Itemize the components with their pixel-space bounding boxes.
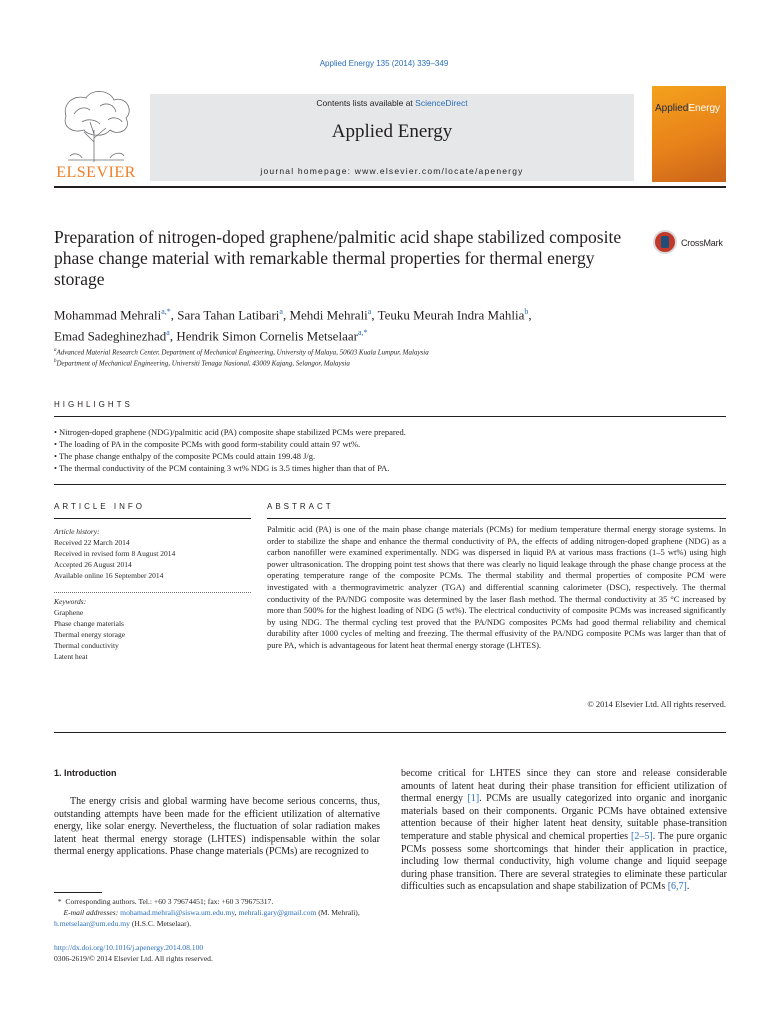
- crossmark-icon: [653, 230, 677, 254]
- elsevier-logo[interactable]: [54, 86, 138, 182]
- history-heading: Article history:: [54, 527, 100, 536]
- highlight-item: • The phase change enthalpy of the composite PCMs could attain 199.48 J/g.: [54, 450, 726, 462]
- keyword-item: Thermal energy storage: [54, 630, 126, 639]
- author-name[interactable]: Mohammad Mehrali: [54, 307, 162, 323]
- journal-homepage-link[interactable]: journal homepage: www.elsevier.com/locate/apenergy: [260, 166, 524, 176]
- issn-line: 0306-2619/© 2014 Elsevier Ltd. All rights reserved.: [54, 954, 213, 963]
- intro-text: .: [686, 881, 690, 893]
- email-link[interactable]: h.metselaar@um.edu.my: [54, 919, 130, 928]
- cover-title: [655, 103, 720, 114]
- history-item: Available online 16 September 2014: [54, 571, 164, 580]
- keyword-item: Phase change materials: [54, 619, 124, 628]
- affiliation-marker[interactable]: a,*: [357, 328, 368, 338]
- author-name[interactable]: Hendrik Simon Cornelis Metselaar: [176, 328, 358, 344]
- intro-paragraph-right: [401, 768, 727, 894]
- highlights-list: [54, 426, 726, 474]
- affiliations: [54, 346, 734, 369]
- email-link[interactable]: mehrali.gary@gmail.com: [238, 908, 317, 917]
- divider: [54, 592, 251, 593]
- affiliation-item: [54, 357, 734, 368]
- article-info-heading: ARTICLE INFO: [54, 502, 145, 511]
- journal-header: [150, 94, 634, 181]
- email-label: E-mail addresses:: [63, 908, 121, 917]
- doi-block: [54, 942, 384, 964]
- citation-link[interactable]: [1]: [467, 793, 480, 805]
- article-history: [54, 526, 254, 581]
- footnote: [54, 896, 380, 929]
- author-separator: ,: [371, 307, 378, 323]
- copyright-notice: © 2014 Elsevier Ltd. All rights reserved.: [587, 699, 726, 709]
- keyword-item: Graphene: [54, 608, 84, 617]
- author-name[interactable]: Mehdi Mehrali: [289, 307, 368, 323]
- author-separator: ,: [282, 307, 290, 323]
- cover-title-a: Applied: [655, 103, 689, 114]
- divider: [54, 484, 726, 485]
- affiliation-marker[interactable]: a: [367, 307, 372, 316]
- highlights-heading: HIGHLIGHTS: [54, 400, 133, 409]
- author-list: [54, 303, 734, 346]
- keywords: [54, 596, 254, 662]
- email-owner: (H.S.C. Metselaar).: [129, 919, 192, 928]
- intro-paragraph-left: The energy crisis and global warming have become serious concerns, thus, outstanding attempts have been made for the efficient utilization of alternative energy, like solar energy. Nevertheless, the fluctuation of solar radiation makes latent heat thermal energy storage (LHTES) indispensable within the solar thermal energy applications. Phase change materials (PCMs) are recognized to: [54, 796, 380, 858]
- citation-link[interactable]: [6,7]: [667, 881, 687, 893]
- keywords-heading: Keywords:: [54, 597, 87, 606]
- crossmark-badge[interactable]: [653, 230, 733, 256]
- email-owner: (M. Mehrali),: [316, 908, 360, 917]
- email-link[interactable]: mohamad.mehrali@siswa.um.edu.my: [120, 908, 235, 917]
- footnote-emails: E-mail addresses: mohamad.mehrali@siswa.um.edu.my, mehrali.gary@gmail.com (M. Mehrali), h.metselaar@um.edu.my (H.S.C. Metselaar).: [54, 908, 360, 928]
- footnote-divider: [54, 892, 102, 893]
- journal-cover-thumbnail[interactable]: [652, 86, 726, 182]
- affiliation-item: [54, 346, 734, 357]
- abstract-text: Palmitic acid (PA) is one of the main phase change materials (PCMs) for medium temperature thermal energy storage systems. In order to stabilize the shape and enhance the thermal conductivity of PA, the effects of adding nitrogen-doped graphene (NDG) as a carbon nanofiller were examined experimentally. NDG was dispersed in liquid PA at various mass fractions (1–5 wt%) using high power ultrasonication. The dropping point test shows that there was clearly no liquid leakage through the phase change process at the operating temperature range of the composite PCMs. The thermal stability and thermal properties of composite PCM were investigated with a thermogravimetric analyzer (TGA) and differential scanning calorimeter (DSC), respectively. The thermal conductivity of the PA/NDG composite was determined by the laser flash method. The thermal conductivity at 35 °C increased by more than 500% for the highest loading of NDG (5 wt%). The electrical conductivity of composite PCMs was increased significantly by using NDG. The thermal cycling test proved that the PA/NDG composites PCMs had good thermal reliability and chemical durability after 1000 cycles of melting and freezing. The thermal effusivity of the PA/NDG composite PCMs was larger than that of pure PA, which is advantageous for latent heat thermal energy storage (LHTES).: [267, 524, 726, 650]
- keyword-item: Latent heat: [54, 652, 88, 661]
- affiliation-mark: b: [54, 359, 57, 365]
- abstract-heading: ABSTRACT: [267, 502, 334, 511]
- author-name[interactable]: Emad Sadeghinezhad: [54, 328, 167, 344]
- journal-reference-link[interactable]: Applied Energy 135 (2014) 339–349: [319, 59, 449, 68]
- highlight-item: • Nitrogen-doped graphene (NDG)/palmitic acid (PA) composite shape stabilized PCMs were prepared.: [54, 426, 726, 438]
- crossmark-label: CrossMark: [681, 238, 723, 248]
- highlight-item: • The thermal conductivity of the PCM containing 3 wt% NDG is 3.5 times higher than that of PA.: [54, 462, 726, 474]
- keyword-item: Thermal conductivity: [54, 641, 119, 650]
- header-divider: [54, 186, 726, 188]
- contents-line: [150, 98, 634, 108]
- intro-text: . The pure organic PCMs possess some shortcomings that hinder their application in practice, including low thermal conductivity, high volume change and liquid seepage during phase transition. There are several strategies to eliminate these particular difficulties such as encapsulation and shape stabilization of PCMs: [401, 830, 727, 893]
- journal-name: Applied Energy: [331, 121, 453, 142]
- author-separator: ,: [528, 307, 532, 323]
- affiliation-marker[interactable]: a: [279, 307, 283, 316]
- citation-link[interactable]: [2–5]: [631, 830, 653, 842]
- article-title: Preparation of nitrogen-doped graphene/palmitic acid shape stabilized composite phase change material with remarkable thermal properties for thermal energy storage: [54, 227, 622, 289]
- highlight-item: • The loading of PA in the composite PCMs with good form-stability could attain 97 wt%.: [54, 438, 726, 450]
- divider: [54, 518, 251, 519]
- keywords-list: [54, 607, 254, 662]
- author-name[interactable]: Teuku Meurah Indra Mahlia: [377, 307, 525, 323]
- doi-link[interactable]: http://dx.doi.org/10.1016/j.apenergy.2014.08.100: [54, 943, 204, 952]
- affiliation-mark: a: [54, 348, 57, 353]
- author-separator: ,: [169, 328, 177, 344]
- cover-title-b: Energy: [688, 103, 721, 114]
- elsevier-wordmark: ELSEVIER: [56, 164, 136, 181]
- divider: [54, 416, 726, 417]
- intro-text: . PCMs are usually categorized into organic and inorganic materials based on their components. Organic PCMs have obtained extensive attention because of their higher latent heat density, suitable phase-transition temperature and stable physical and chemical properties: [401, 793, 727, 842]
- affiliation-marker[interactable]: b: [524, 307, 529, 316]
- divider: [267, 518, 726, 519]
- history-list: [54, 537, 254, 581]
- author-name[interactable]: Sara Tahan Latibari: [177, 307, 280, 323]
- intro-text: become critical for LHTES since they can store and release considerable amounts of latent heat during their phase transition for efficient utilization of thermal energy: [401, 768, 727, 805]
- affiliation-text: Advanced Material Research Center, Department of Mechanical Engineering, University of Malaya, 50603 Kuala Lumpur, Malaysia: [56, 348, 429, 357]
- section-heading-introduction: 1. Introduction: [54, 768, 117, 778]
- history-item: Received in revised form 8 August 2014: [54, 549, 176, 558]
- history-item: Received 22 March 2014: [54, 538, 130, 547]
- contents-prefix: Contents lists available at: [316, 98, 416, 108]
- divider: [54, 732, 726, 733]
- affiliation-marker[interactable]: a: [166, 328, 170, 338]
- tree-icon: [54, 86, 138, 164]
- affiliation-marker[interactable]: a,*: [161, 307, 171, 316]
- history-item: Accepted 26 August 2014: [54, 560, 132, 569]
- sciencedirect-link[interactable]: ScienceDirect: [415, 98, 468, 108]
- author-separator: ,: [170, 307, 178, 323]
- footnote-corresponding: * Corresponding authors. Tel.: +60 3 79674451; fax: +60 3 79675317.: [54, 897, 274, 906]
- affiliation-text: Department of Mechanical Engineering, Universiti Tenaga Nasional, 43009 Kajang, Selangor, Malaysia: [56, 359, 350, 368]
- footnote-corresponding-text: Corresponding authors. Tel.: +60 3 79674451; fax: +60 3 79675317.: [65, 897, 274, 906]
